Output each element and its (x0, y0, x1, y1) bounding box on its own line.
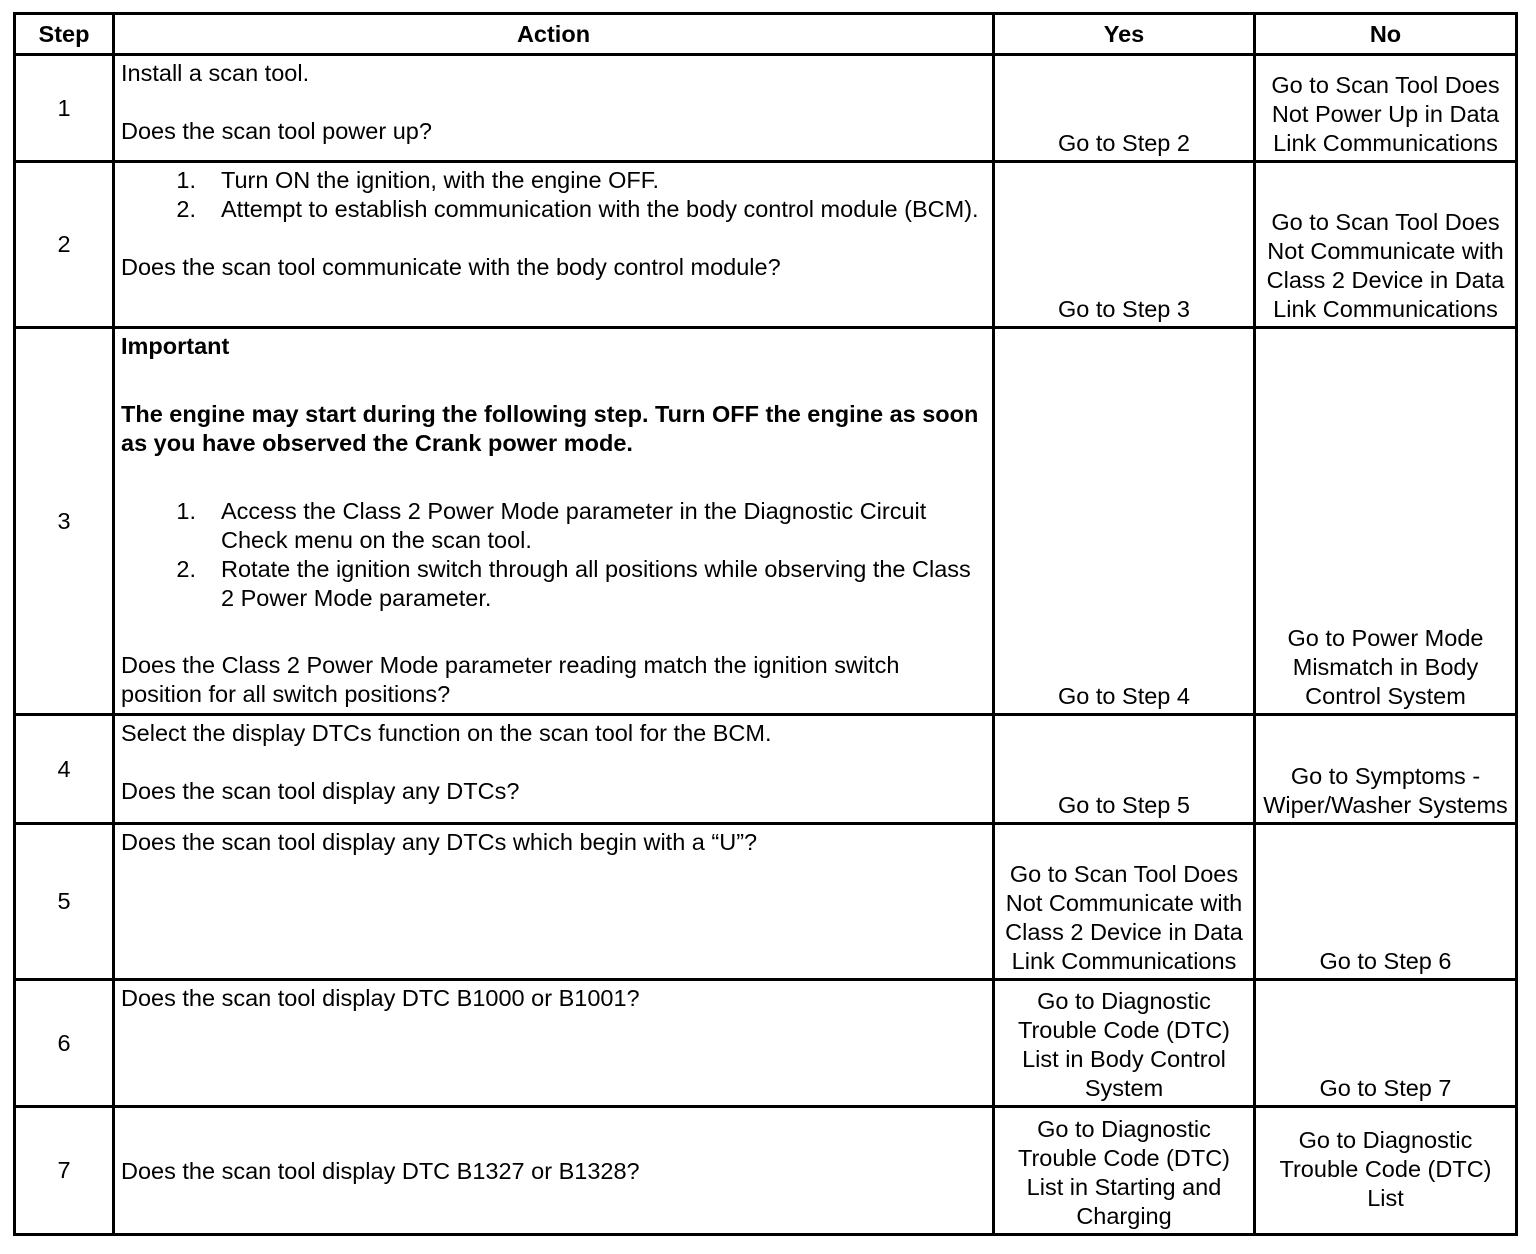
yes-result: Go to Step 4 (994, 328, 1255, 715)
list-item-text: Turn ON the ignition, with the engine OFF. (221, 167, 660, 193)
table-row (15, 1107, 1517, 1235)
diagnostic-table (13, 12, 1518, 1236)
header-row (15, 14, 1517, 55)
action-question: Does the scan tool communicate with the body control module? (121, 254, 781, 280)
no-result: Go to Diagnostic Trouble Code (DTC) List (1255, 1107, 1517, 1235)
action-question: Does the scan tool display any DTCs which begin with a “U”? (121, 829, 758, 855)
yes-result: Go to Step 2 (994, 55, 1255, 162)
header-step: Step (15, 14, 114, 55)
list-item-text: Access the Class 2 Power Mode parameter in the Diagnostic Circuit Check menu on the scan tool. (221, 498, 927, 553)
table-row (15, 55, 1517, 162)
yes-result: Go to Diagnostic Trouble Code (DTC) List in Starting and Charging (994, 1107, 1255, 1235)
action-steps-list (121, 166, 984, 224)
action-question: Does the scan tool display any DTCs? (121, 778, 520, 804)
step-number: 7 (15, 1107, 114, 1235)
no-result: Go to Scan Tool Does Not Communicate with Class 2 Device in Data Link Communications (1255, 162, 1517, 328)
action-steps-list (121, 497, 984, 613)
step-number: 1 (15, 55, 114, 162)
action-question: Does the scan tool power up? (121, 118, 432, 144)
action-cell (114, 328, 994, 715)
no-result: Go to Symptoms - Wiper/Washer Systems (1255, 715, 1517, 824)
yes-result: Go to Scan Tool Does Not Communicate with Class 2 Device in Data Link Communications (994, 824, 1255, 980)
table-row (15, 980, 1517, 1107)
action-cell (114, 824, 994, 980)
no-result: Go to Power Mode Mismatch in Body Control System (1255, 328, 1517, 715)
list-item-number: 1. (176, 167, 196, 193)
action-intro: Select the display DTCs function on the scan tool for the BCM. (121, 720, 772, 746)
step-number: 3 (15, 328, 114, 715)
table-row (15, 328, 1517, 715)
table-row (15, 715, 1517, 824)
action-question: Does the scan tool display DTC B1327 or B1328? (121, 1157, 640, 1184)
list-item (121, 195, 984, 224)
table-row (15, 824, 1517, 980)
list-item-number: 1. (176, 498, 196, 524)
step-number: 6 (15, 980, 114, 1107)
header-yes: Yes (994, 14, 1255, 55)
list-item (121, 555, 984, 613)
header-no: No (1255, 14, 1517, 55)
step-number: 5 (15, 824, 114, 980)
important-text: The engine may start during the following step. Turn OFF the engine as soon as you have observed the Crank power mode. (121, 401, 979, 456)
header-action: Action (114, 14, 994, 55)
action-cell (114, 162, 994, 328)
action-cell (114, 980, 994, 1107)
no-result: Go to Step 7 (1255, 980, 1517, 1107)
important-title: Important (121, 333, 230, 359)
no-result: Go to Step 6 (1255, 824, 1517, 980)
list-item-text: Rotate the ignition switch through all positions while observing the Class 2 Power Mode parameter. (221, 556, 971, 611)
table-row (15, 162, 1517, 328)
step-number: 2 (15, 162, 114, 328)
yes-result: Go to Diagnostic Trouble Code (DTC) List in Body Control System (994, 980, 1255, 1107)
list-item-number: 2. (176, 196, 196, 222)
yes-result: Go to Step 3 (994, 162, 1255, 328)
action-cell (114, 1107, 994, 1235)
no-result: Go to Scan Tool Does Not Power Up in Data Link Communications (1255, 55, 1517, 162)
action-question: Does the scan tool display DTC B1000 or B1001? (121, 985, 640, 1011)
list-item-number: 2. (176, 556, 196, 582)
action-intro: Install a scan tool. (121, 60, 310, 86)
action-cell (114, 55, 994, 162)
yes-result: Go to Step 5 (994, 715, 1255, 824)
list-item (121, 166, 984, 195)
action-question: Does the Class 2 Power Mode parameter reading match the ignition switch position for all switch positions? (121, 652, 900, 707)
list-item (121, 497, 984, 555)
list-item-text: Attempt to establish communication with the body control module (BCM). (221, 196, 979, 222)
step-number: 4 (15, 715, 114, 824)
action-cell (114, 715, 994, 824)
